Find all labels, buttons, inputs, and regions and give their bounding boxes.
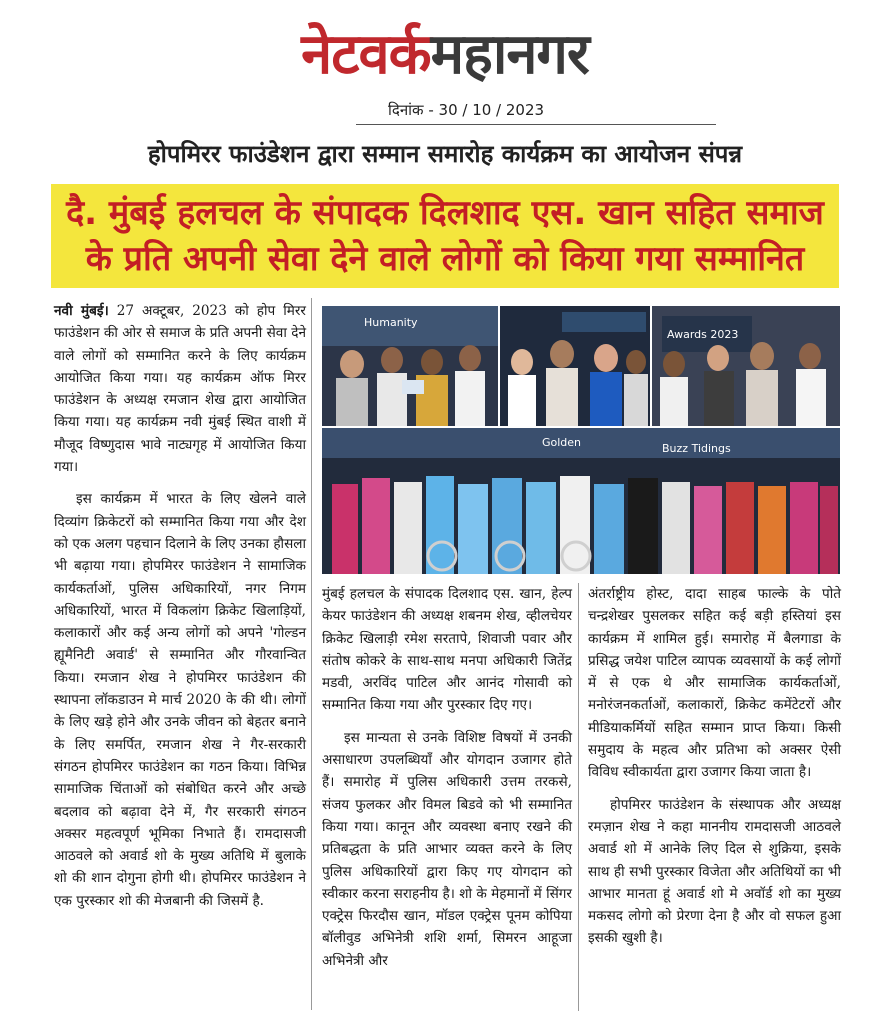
article-column-1 <box>54 300 306 922</box>
sub-headline: होपमिरर फाउंडेशन द्वारा सम्मान समारोह कार्यक्रम का आयोजन संपन्न <box>147 140 743 168</box>
article-paragraph: मुंबई हलचल के संपादक दिलशाद एस. खान, हेल्प केयर फाउंडेशन की अध्यक्ष शबनम शेख, व्हीलचेयर क्रिकेट खिलाड़ी रमेश सरतापे, शिवाजी पवार और संतोष कोकरे के साथ-साथ मनपा अधिकारी जितेंद्र मडवी, अरविंद पाटिल और आनंद गोसावी को सम्मानित किया गया और पुरस्कार दिए गए। <box>322 586 572 714</box>
backdrop-text: Humanity <box>364 316 418 329</box>
article-paragraph: इस मान्यता से उनके विशिष्ट विषयों में उनकी असाधारण उपलब्धियाँ और योगदान उजागर होते हैं। समारोह में पुलिस अधिकारी उत्तम तरकसे, संजय फुलकर और विमल बिडवे को भी सम्मानित किया गया। कानून और व्यवस्था बनाए रखने की प्रतिबद्धता के प्रति आभार व्यक्त करने के लिए पुलिस अधिकारियों द्वारा किए गए योगदान को स्वीकार करना सराहनीय है। शो के मेहमानों में सिंगर एक्ट्रेस फिरदौस खान, मॉडल एक्ट्रेस पूनम कोपिया बॉलीवुड अभिनेत्री शशि शर्मा, सिमरन आहूजा अभिनेत्री और <box>322 729 572 969</box>
masthead-logo <box>0 14 890 90</box>
masthead-part1: नेटवर्क <box>301 22 431 87</box>
article-paragraph: होपमिरर फाउंडेशन के संस्थापक और अध्यक्ष रमज़ान शेख ने कहा माननीय रामदासजी आठवले अवार्ड शो में आनेके लिए दिल से शुक्रिया, इसके साथ ही सभी पुरस्कार विजेता और अतिथियों का भी आभार मानता हूं अवार्ड शो मे अवॉर्ड शो का मुख्य मकसद लोगो को प्रेरणा देना है और वो सफल हुआ इसकी खुशी है। <box>588 796 841 947</box>
date-rule <box>356 124 716 125</box>
article-paragraph <box>54 300 306 478</box>
paragraph-text: 27 अक्टूबर, 2023 को होप मिरर फाउंडेशन की ओर से समाज के प्रति अपनी सेवा देने वाले लोगों को सम्मानित करने के लिए कार्यक्रम आयोजित किया गया। यह कार्यक्रम ऑफ मिरर फाउंडेशन के अध्यक्ष रमजान शेख द्वारा आयोजित किया गया। यह कार्यक्रम नवी मुंबई स्थित वाशी में मौजूद विष्णुदास भावे नाट्यगृह में आयोजित किया गया। <box>54 303 306 476</box>
event-photo-collage <box>322 306 840 574</box>
article-column-2 <box>322 583 572 982</box>
headline-line2: के प्रति अपनी सेवा देने वाले लोगों को किया गया सम्मानित <box>85 239 805 279</box>
photo-group-wheelchair-cricketers <box>322 428 840 574</box>
headline-line1: दै. मुंबई हलचल के संपादक दिलशाद एस. खान सहित समाज <box>66 193 824 233</box>
backdrop-text: Golden <box>542 436 582 449</box>
column-divider <box>311 298 312 1010</box>
main-headline <box>66 190 824 282</box>
masthead-part2: महानगर <box>430 22 589 87</box>
headline-banner <box>51 184 839 288</box>
article-paragraph: अंतर्राष्ट्रीय होस्ट, दादा साहब फाल्के के पोते चन्द्रशेखर पुसलकर सहित कई बड़ी हस्तियां इस कार्यक्रम में शामिल हुई। समारोह में बैलगाडा के प्रसिद्ध जयेश पाटिल व्यापक व्यवसायों के कई लोगों में से एक थे और सामाजिक कार्यकर्ताओं, मनोरंजनकर्ताओं, कलाकारों, क्रिकेट कमेंटेटरों और मीडियाकर्मियों सहित सम्मान प्राप्त किया। किसी समुदाय के महत्व और प्रतिभा को अक्सर ऐसी विविध स्वीकार्यता द्वारा उजागर किया जाता है। <box>588 586 841 781</box>
column-divider <box>578 583 579 1011</box>
photo-award-presentation-2 <box>500 306 650 426</box>
article-dateline: नवी मुंबई। <box>54 303 109 319</box>
photo-award-presentation-1 <box>322 306 498 426</box>
article-paragraph: इस कार्यक्रम में भारत के लिए खेलने वाले दिव्यांग क्रिकेटरों को सम्मानित किया गया और देश को एक अलग पहचान दिलाने के लिए उनका हौसला भी बढ़ाया गया। होपमिरर फाउंडेशन ने सामाजिक कार्यकर्ताओं, पुलिस अधिकारियों, नगर निगम अधिकारियों, भारत में विकलांग क्रिकेट खिलाड़ियों, कलाकारों और कई अन्य लोगों को अपने 'गोल्डन ह्यूमैनिटी अवार्ड' से सम्मानित और गौरवान्वित किया। रमजान शेख ने होपमिरर फाउंडेशन की स्थापना लॉकडाउन मे मार्च 2020 के की थी। लोगों के लिए खड़े होने और उनके जीवन को बेहतर बनाने के लिए समर्पित, रमजान शेख ने गैर-सरकारी संगठन होपमिरर फाउंडेशन का गठन किया। विभिन्न सामाजिक चिंताओं को संबोधित करने और अच्छे बदलाव को बढ़ावा देने में, गैर सरकारी संगठन अक्सर महत्वपूर्ण भूमिका निभाते हैं। रामदासजी आठवले को अवार्ड शो के मुख्य अतिथि में बुलाके शो की शान दोगुना होगी थी। होपमिरर फाउंडेशन ने एक पुरस्कार शो की मेजबानी की जिसमें है. <box>54 491 306 909</box>
backdrop-text: Buzz Tidings <box>662 442 731 455</box>
backdrop-text: Awards 2023 <box>667 328 739 341</box>
article-column-3 <box>588 583 841 960</box>
photo-award-presentation-3 <box>652 306 840 426</box>
publication-date: दिनांक - 30 / 10 / 2023 <box>388 101 545 119</box>
